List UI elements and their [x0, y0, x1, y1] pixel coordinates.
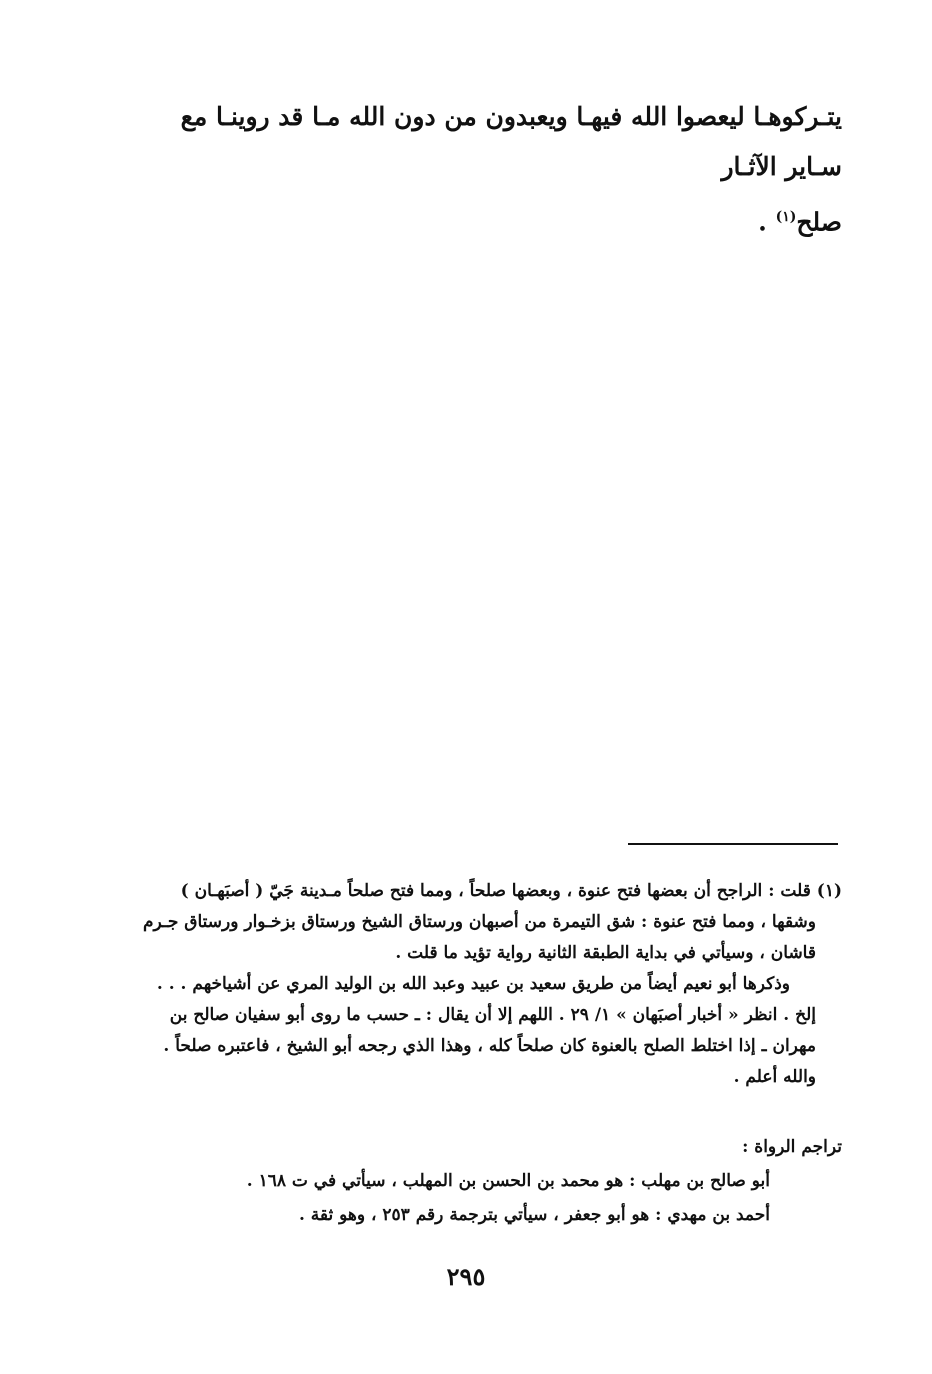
page-number: ٢٩٥: [446, 1262, 486, 1291]
footnote-reference: (١): [775, 209, 797, 225]
footnote-line: والله أعلم .: [733, 1067, 816, 1087]
footnote-line: وشقها ، ومما فتح عنوة : شق التيمرة من أصبهان ورستاق الشيخ ورستاق بزخـوار ورستاق جـرم: [142, 912, 816, 932]
footnote-line: (١) قلت : الراجح أن بعضها فتح عنوة ، وبعضها صلحاً ، ومما فتح صلحاً مـدينة جَيّ ( أصبَهـان ): [180, 881, 842, 901]
footnote-line: مهران ـ إذا اختلط الصلح بالعنوة كان صلحاً كله ، وهذا الذي رجحه أبو الشيخ ، فاعتبره صلحاً .: [163, 1036, 816, 1056]
main-text-line-1: يتـركوهـا ليعصوا الله فيهـا ويعبدون من دون الله مـا قد روينـا مع سـاير الآثـار: [180, 102, 842, 181]
main-text-line-2: [120, 192, 842, 247]
main-text-line-2-word: صلح: [796, 207, 842, 237]
footnote-line: قاشان ، وسيأتي في بداية الطبقة الثانية رواية تؤيد ما قلت .: [395, 943, 816, 963]
footnotes-block: [120, 876, 842, 1093]
main-text-line-2-end: .: [758, 207, 776, 237]
footnote-line: إلخ . انظر « أخبار أصبَهان » ١/ ٢٩ . اللهم إلا أن يقال : ـ حسب ما روى أبو سفيان صالح بن: [169, 1005, 816, 1025]
footnote-separator: [628, 843, 838, 845]
narrator-entry: أحمد بن مهدي : هو أبو جعفر ، سيأتي بترجمة رقم ٢٥٣ ، وهو ثقة .: [298, 1205, 770, 1225]
narrators-section: [120, 1130, 842, 1232]
main-text-block: [120, 92, 842, 247]
footnote-line: وذكرها أبو نعيم أيضاً من طريق سعيد بن عبيد وعبد الله بن الوليد المري عن أشياخهم . . .: [156, 974, 790, 994]
narrator-entry: أبو صالح بن مهلب : هو محمد بن الحسن بن المهلب ، سيأتي في ت ١٦٨ .: [246, 1171, 770, 1191]
narrators-heading: تراجم الرواة :: [742, 1137, 842, 1157]
